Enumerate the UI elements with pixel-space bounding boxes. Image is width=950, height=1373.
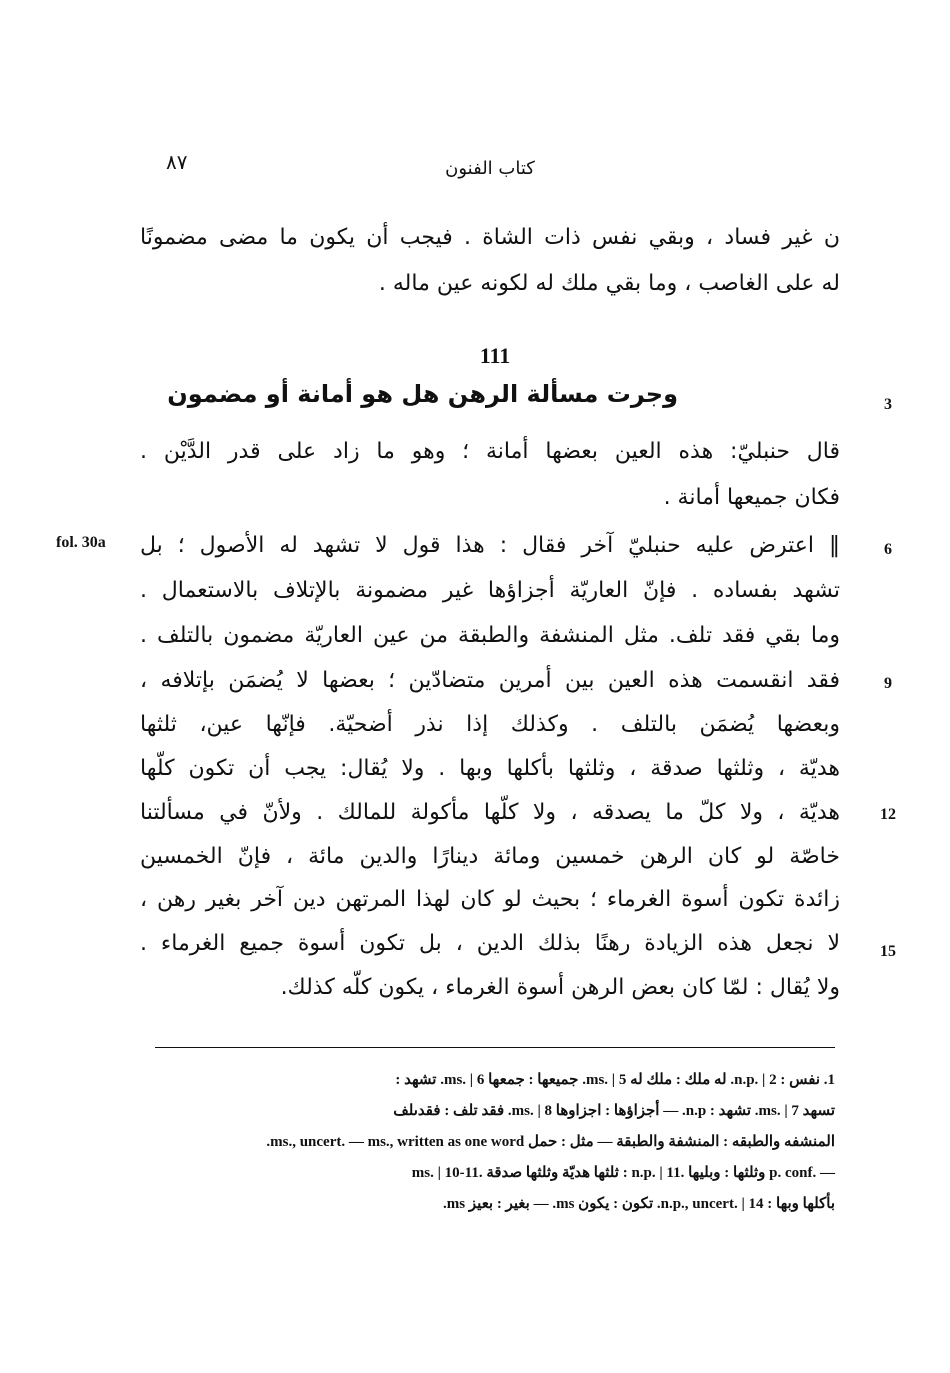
footnote-line: تسهد ms. | 7. تشهد : n.p. — أجزاؤها : اجزاوها ms. | 8. فقد تلف : فقدىلف: [393, 1103, 835, 1119]
text-line: فقد انقسمت هذه العين بين أمرين متضادّين ؛ بعضها لا يُضمَن بإتلافه ،: [140, 668, 840, 693]
footnote-line: بأكلها وبها : n.p., uncert. | 14. تكون : يكون ms. — بغير : بعيز ms.: [443, 1196, 835, 1212]
section-number: 111: [479, 343, 511, 368]
text-line: هديّة ، ولا كلّ ما يصدقه ، ولا كلّها مأكولة للمالك . ولأنّ في مسألتنا: [140, 800, 840, 825]
text-line: وبعضها يُضمَن بالتلف . وكذلك إذا نذر أضحيّة. فإنّها عين، ثلثها: [140, 712, 840, 737]
line-number: 12: [880, 806, 896, 823]
footnote-rule: [155, 1047, 835, 1048]
text-line: خاصّة لو كان الرهن خمسين ومائة دينارًا والدين مائة ، فإنّ الخمسين: [140, 844, 840, 869]
text-line: له على الغاصب ، وما بقي ملك له لكونه عين ماله .: [378, 271, 840, 296]
footnote-line: 1. نفس : n.p. | 2. له ملك : ملك له ms. | 5. جميعها : جمعها ms. | 6. تشهد :: [395, 1072, 835, 1088]
section-title: وجرت مسألة الرهن هل هو أمانة أو مضمون: [167, 380, 678, 408]
line-number: 15: [880, 943, 896, 960]
line-number: 3: [884, 396, 892, 413]
text-line: هديّة ، وثلثها صدقة ، وثلثها بأكلها وبها . ولا يُقال: يجب أن تكون كلّها: [140, 756, 840, 781]
line-number: 6: [884, 541, 892, 558]
text-line: ولا يُقال : لمّا كان بعض الرهن أسوة الغرماء ، يكون كلّه كذلك.: [280, 975, 840, 1000]
line-number: 9: [884, 675, 892, 692]
footnote-line: ms. | 10-11. ثلثها هديّة وثلثها صدقة : n.p. | 11. وثلثها : وبليها p. conf. —: [411, 1165, 835, 1181]
text-line: لا نجعل هذه الزيادة رهنًا بذلك الدين ، بل تكون أسوة جميع الغرماء .: [140, 931, 840, 956]
page-number: ٨٧: [166, 150, 188, 174]
text-line: تشهد بفساده . فإنّ العاريّة أجزاؤها غير مضمونة بالإتلاف بالاستعمال .: [140, 578, 840, 603]
footnote-line: المنشفه والطبقه : المنشفة والطبقة — مثل : حمل ms., uncert. — ms., written as one word.: [266, 1134, 835, 1150]
text-line: زائدة تكون أسوة الغرماء ؛ بحيث لو كان لهذا المرتهن دين آخر بغير رهن ،: [140, 887, 840, 912]
text-line: ‖ اعترض عليه حنبليّ آخر فقال : هذا قول لا تشهد له الأصول ؛ بل: [140, 533, 840, 558]
running-head: كتاب الفنون: [445, 158, 535, 179]
text-line: فكان جميعها أمانة .: [663, 485, 840, 510]
text-line: قال حنبليّ: هذه العين بعضها أمانة ؛ وهو ما زاد على قدر الدَّيْن .: [140, 439, 840, 464]
text-line: وما بقي فقد تلف. مثل المنشفة والطبقة من عين العاريّة مضمون بالتلف .: [140, 623, 840, 648]
text-line: ن غير فساد ، وبقي نفس ذات الشاة . فيجب أن يكون ما مضى مضمونًا: [140, 225, 840, 250]
folio-note: fol. 30a: [56, 534, 106, 551]
